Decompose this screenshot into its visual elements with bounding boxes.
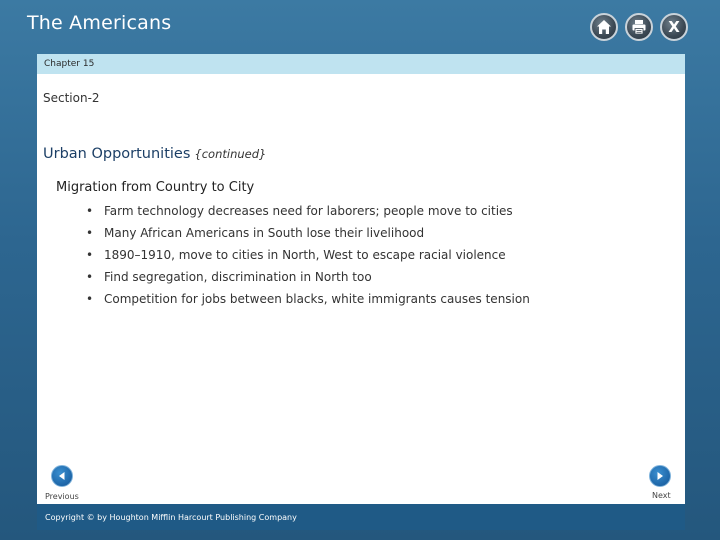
bullet-item: • Competition for jobs between blacks, white immigrants causes tension xyxy=(86,291,530,313)
arrow-left-icon xyxy=(57,471,67,481)
previous-label[interactable]: Previous xyxy=(45,492,79,501)
previous-button[interactable] xyxy=(51,465,73,487)
topic-heading: Migration from Country to City xyxy=(56,180,255,195)
footer-bar xyxy=(37,504,685,530)
close-glyph: X xyxy=(668,17,680,36)
print-icon[interactable] xyxy=(625,13,653,41)
copyright-text: Copyright © by Houghton Mifflin Harcourt Publishing Company xyxy=(45,513,297,522)
bullet-list xyxy=(86,203,530,313)
slide-title-text: Urban Opportunities xyxy=(43,146,191,162)
arrow-right-icon xyxy=(655,471,665,481)
section-label: Section-2 xyxy=(43,91,100,105)
next-button[interactable] xyxy=(649,465,671,487)
slide-title xyxy=(43,146,266,162)
bullet-item: • Find segregation, discrimination in North too xyxy=(86,269,530,291)
chapter-label: Chapter 15 xyxy=(44,59,95,69)
app-title: The Americans xyxy=(27,12,172,34)
home-icon[interactable] xyxy=(590,13,618,41)
chapter-bar xyxy=(37,54,685,74)
slide-title-suffix: {continued} xyxy=(194,147,267,161)
bullet-item: • Farm technology decreases need for laborers; people move to cities xyxy=(86,203,530,225)
bullet-item: • Many African Americans in South lose their livelihood xyxy=(86,225,530,247)
next-label[interactable]: Next xyxy=(652,491,671,500)
slide-panel xyxy=(37,54,685,530)
bullet-item: • 1890–1910, move to cities in North, West to escape racial violence xyxy=(86,247,530,269)
close-icon[interactable] xyxy=(660,13,688,41)
toolbar xyxy=(590,13,688,41)
